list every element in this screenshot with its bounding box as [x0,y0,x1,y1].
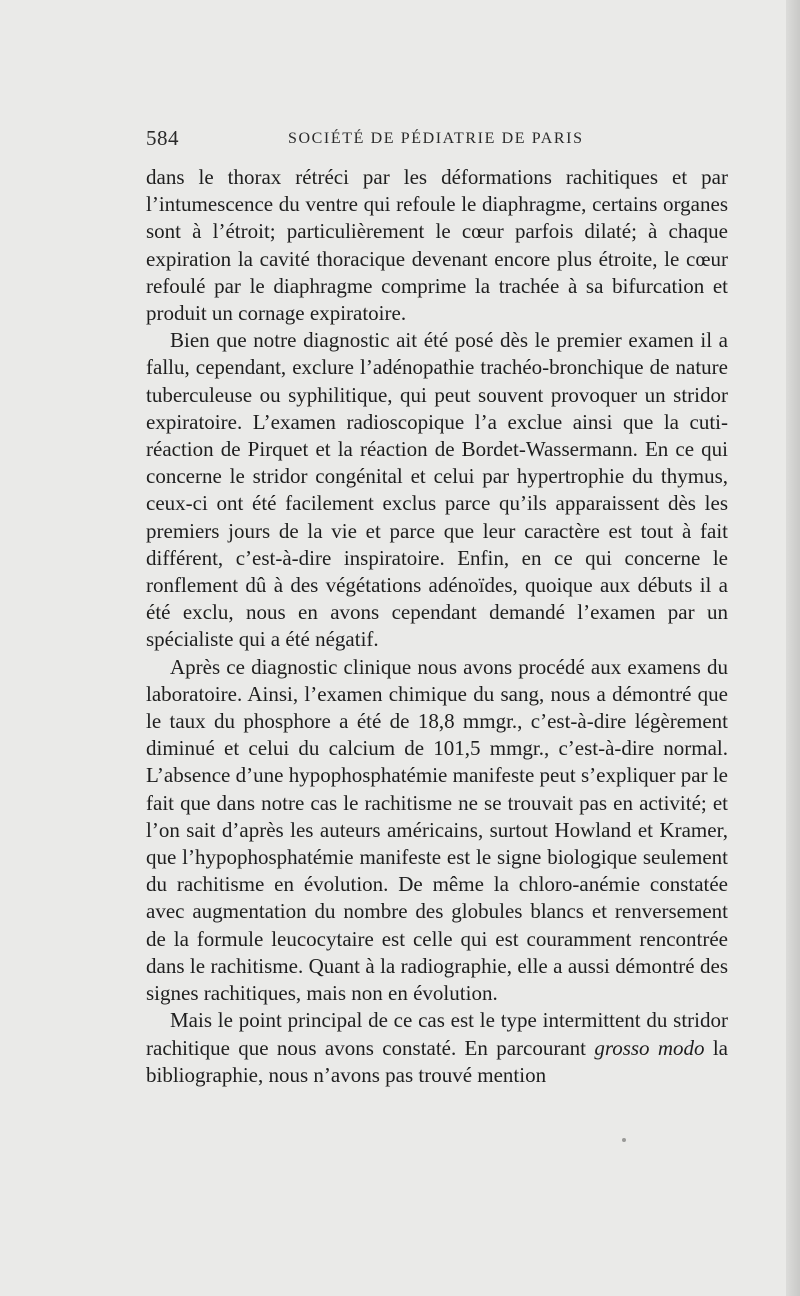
paragraph-4-emphasis: grosso modo [594,1035,705,1060]
page-number: 584 [146,126,179,150]
paragraph-4-end: la bibliographie, nous n’avons pas trouvé mention [146,1035,728,1087]
body-text [146,164,728,1089]
paragraph-3: Après ce diagnostic clinique nous avons procédé aux examens du laboratoire. Ainsi, l’examen chimique du sang, nous a démontré que le taux du phosphore a été de 18,8 mmgr., c’est-à-dire légèrement diminué et celui du calcium de 101,5 mmgr., c’est-à-dire normal. L’absence d’une hypophosphatémie manifeste peut s’expliquer par le fait que dans notre cas le rachitisme ne se trouvait pas en activité; et l’on sait d’après les auteurs américains, surtout Howland et Kramer, que l’hypophosphatémie manifeste est le signe biologique seulement du rachitisme en évolution. De même la chloro-anémie constatée avec augmentation du nombre des globules blancs et renversement de la formule leucocytaire est celle qui est couramment rencontrée dans le rachitisme. Quant à la radiographie, elle a aussi démontré des signes rachitiques, mais non en évolution. [146,654,728,1006]
running-head: SOCIÉTÉ DE PÉDIATRIE DE PARIS [288,130,584,147]
paragraph-2: Bien que notre diagnostic ait été posé dès le premier examen il a fallu, cependant, exclure l’adénopathie trachéo-bronchique de nature tuberculeuse ou syphilitique, qui peut souvent provoquer un stridor expiratoire. L’examen radioscopique l’a exclue ainsi que la cuti-réaction de Pirquet et la réaction de Bordet-Wassermann. En ce qui concerne le stridor congénital et celui par hypertrophie du thymus, ceux-ci ont été facilement exclus parce qu’ils apparaissent dès les premiers jours de la vie et parce que leur caractère est tout à fait différent, c’est-à-dire inspiratoire. Enfin, en ce qui concerne le ronflement dû à des végétations adénoïdes, quoique aux débuts il a été exclu, nous en avons cependant demandé l’examen par un spécialiste qui a été négatif. [146,328,728,652]
page-header [146,126,728,154]
paper-speck [622,1138,626,1142]
page-edge-shadow [786,0,800,1296]
paragraph-4 [146,1007,728,1089]
paragraph-1: dans le thorax rétréci par les déformations rachitiques et par l’intumescence du ventre qui refoule le diaphragme, certains organes sont à l’étroit; particulièrement le cœur parfois dilaté; à chaque expiration la cavité thoracique devenant encore plus étroite, le cœur refoulé par le diaphragme comprime la trachée à sa bifurcation et produit un cornage expiratoire. [146,165,728,326]
paragraph-4-start: Mais le point principal de ce cas est le type intermittent du stridor rachitique que nous avons constaté. En parcourant [146,1008,728,1060]
